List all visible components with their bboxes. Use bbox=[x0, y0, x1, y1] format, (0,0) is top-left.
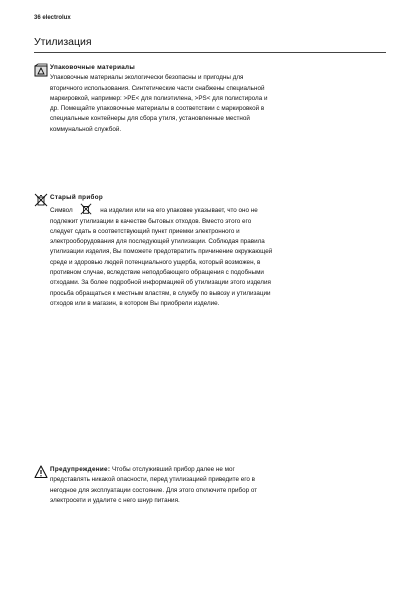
warning-body-tail: Для этого отключите прибор от электросети и удалите с него шнур питания. bbox=[50, 486, 258, 504]
title-divider bbox=[34, 52, 386, 53]
old-appliance-line1-before: Символ bbox=[50, 207, 73, 215]
warning-triangle-icon bbox=[34, 465, 48, 479]
page-title: Утилизация bbox=[34, 36, 92, 48]
warning-section bbox=[50, 465, 275, 506]
packaging-section bbox=[50, 63, 275, 135]
crossed-bin-inline-icon bbox=[80, 203, 92, 215]
packaging-heading: Упаковочные материалы bbox=[50, 64, 136, 71]
old-appliance-heading: Старый прибор bbox=[50, 194, 103, 201]
crossed-bin-icon bbox=[34, 193, 48, 207]
packaging-body: Упаковочные материалы экологически безопасны и пригодны для вторичного использования. Синтетические части снабжены специальной маркировкой, например: >PE< для полиэтилена, >PS< для полистирола и др. Помещайте упаковочные материалы в соответствии с маркировкой в специальные контейнеры для сбора утиля, установленные местной коммунальной службой. bbox=[50, 74, 268, 133]
recycle-box-icon bbox=[34, 63, 48, 77]
old-appliance-body: упаковке указывает, что оно не подлежит утилизации в качестве бытовых отходов. Вместо этого его следует сдать в соответствующий пункт приемки электронного и электрооборудования для последующей утилизации. Соблюдая правила утилизации изделия, Вы поможете предотвратить причинение окружающей среде и здоровью людей потенциального ущерба, который возможен, в противном случае, вследствие неподобающего обращения с подобными отходами. За более подробной информацией об утилизации этого изделия просьба обращаться к местным властям, в службу по вывозу и утилизации отходов или в магазин, в котором Вы приобрели изделие. bbox=[50, 207, 273, 307]
warning-body-lead: Чтобы отслуживший прибор далее не мог представлять никакой опасности, перед утилизацией приведите его в негодное для эксплуатации состояние. bbox=[50, 466, 255, 494]
old-appliance-section bbox=[50, 193, 275, 309]
old-appliance-line1-after: на изделии или на его bbox=[100, 207, 165, 215]
page-header: 36 electrolux bbox=[34, 15, 71, 21]
warning-heading: Предупреждение: bbox=[50, 466, 111, 473]
